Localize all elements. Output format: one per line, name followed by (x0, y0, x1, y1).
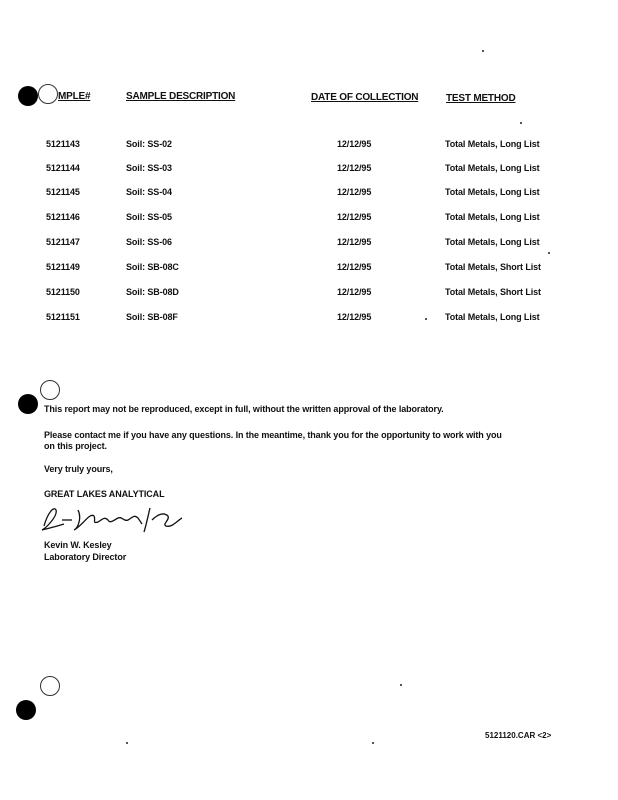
table-row (0, 139, 618, 153)
table-row (0, 312, 618, 326)
scan-speck (425, 318, 427, 320)
binder-ring-bottom (40, 676, 60, 696)
sample-number: 5121146 (46, 212, 80, 222)
table-row (0, 262, 618, 276)
header-sample-number: MPLE# (58, 91, 91, 102)
collection-date: 12/12/95 (337, 237, 372, 247)
scan-speck (548, 252, 550, 254)
table-row (0, 187, 618, 201)
collection-date: 12/12/95 (337, 187, 372, 197)
collection-date: 12/12/95 (337, 262, 372, 272)
sample-number: 5121149 (46, 262, 80, 272)
sample-number: 5121151 (46, 312, 80, 322)
test-method: Total Metals, Long List (445, 139, 540, 149)
sample-description: Soil: SS-02 (126, 139, 172, 149)
scan-speck (126, 742, 128, 744)
punch-hole-middle (18, 394, 38, 414)
scan-speck (400, 684, 402, 686)
table-row (0, 163, 618, 177)
test-method: Total Metals, Long List (445, 163, 540, 173)
punch-hole-top (18, 86, 38, 106)
sample-number: 5121144 (46, 163, 80, 173)
scan-speck (372, 742, 374, 744)
table-row (0, 237, 618, 251)
binder-ring-top (38, 84, 58, 104)
sample-description: Soil: SS-06 (126, 237, 172, 247)
sample-number: 5121145 (46, 187, 80, 197)
sample-description: Soil: SB-08C (126, 262, 179, 272)
collection-date: 12/12/95 (337, 287, 372, 297)
sample-description: Soil: SS-03 (126, 163, 172, 173)
contact-paragraph-line-2: on this project. (44, 441, 107, 451)
sample-description: Soil: SB-08D (126, 287, 179, 297)
header-date-of-collection: DATE OF COLLECTION (311, 92, 419, 103)
table-row (0, 287, 618, 301)
header-sample-description: SAMPLE DESCRIPTION (126, 91, 236, 102)
test-method: Total Metals, Long List (445, 187, 540, 197)
sample-number: 5121147 (46, 237, 80, 247)
table-row (0, 212, 618, 226)
collection-date: 12/12/95 (337, 139, 372, 149)
punch-hole-bottom (16, 700, 36, 720)
binder-ring-middle (40, 380, 60, 400)
collection-date: 12/12/95 (337, 163, 372, 173)
signer-title: Laboratory Director (44, 552, 127, 562)
collection-date: 12/12/95 (337, 212, 372, 222)
test-method: Total Metals, Long List (445, 312, 540, 322)
test-method: Total Metals, Short List (445, 287, 541, 297)
sample-description: Soil: SB-08F (126, 312, 178, 322)
test-method: Total Metals, Long List (445, 237, 540, 247)
sample-description: Soil: SS-05 (126, 212, 172, 222)
sample-number: 5121143 (46, 139, 80, 149)
sample-number: 5121150 (46, 287, 80, 297)
contact-paragraph-line-1: Please contact me if you have any questions. In the meantime, thank you for the opportunity to work with you (44, 430, 502, 440)
collection-date: 12/12/95 (337, 312, 372, 322)
reproduction-notice: This report may not be reproduced, except in full, without the written approval of the laboratory. (44, 404, 444, 414)
scan-speck (520, 122, 522, 124)
signature-icon (38, 498, 188, 538)
footer-document-reference: 5121120.CAR <2> (485, 731, 552, 740)
header-test-method: TEST METHOD (446, 93, 516, 104)
test-method: Total Metals, Long List (445, 212, 540, 222)
scan-speck (482, 50, 484, 52)
test-method: Total Metals, Short List (445, 262, 541, 272)
sample-description: Soil: SS-04 (126, 187, 172, 197)
closing-salutation: Very truly yours, (44, 464, 113, 474)
signer-name: Kevin W. Kesley (44, 540, 112, 550)
company-name: GREAT LAKES ANALYTICAL (44, 489, 165, 499)
